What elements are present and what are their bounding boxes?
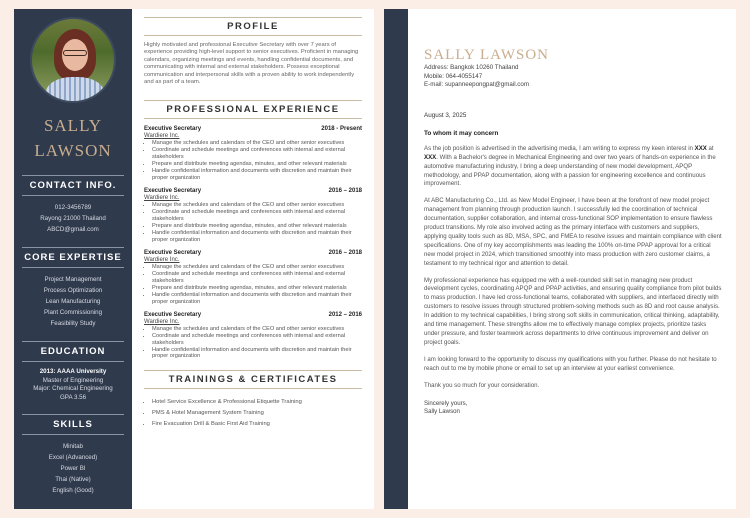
job-bullet: • Handle confidential information and documents with discretion and maintain their proper organization <box>152 292 362 306</box>
job-bullet: • Coordinate and schedule meetings and conferences with internal and external stakeholders <box>152 271 362 285</box>
job-bullet: • Handle confidential information and documents with discretion and maintain their proper organization <box>152 230 362 244</box>
resume-name: SALLY LAWSON <box>34 116 112 160</box>
job-bullet: • Prepare and distribute meeting agendas, minutes, and other relevant materials <box>152 161 362 168</box>
job-bullet: • Manage the schedules and calendars of the CEO and other senior executives <box>152 140 362 147</box>
contact-address: Rayong 21000 Thailand <box>40 215 106 222</box>
letter-date: August 3, 2025 <box>424 111 467 119</box>
letter-side-stripe <box>384 9 408 509</box>
expertise-item: Project Management <box>44 276 102 283</box>
job-dates: 2016 – 2018 <box>328 188 362 195</box>
letter-name: SALLY LAWSON <box>424 47 549 63</box>
letter-mobile: Mobile: 064-4055147 <box>424 72 483 80</box>
cover-letter-page <box>384 9 736 509</box>
skill-item: Thai (Native) <box>55 476 91 483</box>
skills-heading: SKILLS <box>22 414 124 435</box>
letter-closing: Sincerely yours, <box>424 399 468 407</box>
job-bullet: • Coordinate and schedule meetings and conferences with internal and external stakeholders <box>152 209 362 223</box>
job-dates: 2012 – 2016 <box>328 312 362 319</box>
profile-photo <box>30 17 116 103</box>
experience-heading: PROFESSIONAL EXPERIENCE <box>144 100 362 119</box>
letter-paragraph-2: At ABC Manufacturing Co., Ltd. as New Model Engineer, I have been at the forefront of new model project management from planning through production launch. I successfully led the coordination of technical documentation, supplier collaboration, and internal cross-functional SOP implementation to ensure flawless product transitions. My role also involved acting as the primary interface with customers and suppliers, applying quality tools such as 8D, MSA, SPC, and FMEA to resolve issues and maintain compliance with client specifications. One of my key accomplishments was leading the 100% on-time PPAP approval for a critical new model project in 2024, which transitioned smoothly into mass production with zero customer claims, a testament to my technical rigor and attention to detail. <box>424 197 722 267</box>
skill-item: English (Good) <box>52 487 94 494</box>
job-entry <box>144 188 362 243</box>
education-gpa: GPA 3.56 <box>59 393 87 401</box>
job-entry <box>144 126 362 181</box>
contact-heading: CONTACT INFO. <box>22 175 124 196</box>
education-degree: Master of Engineering <box>42 376 104 384</box>
expertise-list <box>14 274 132 329</box>
job-dates: 2018 - Present <box>321 126 362 133</box>
job-entry <box>144 312 362 360</box>
expertise-heading: CORE EXPERTISE <box>22 247 124 268</box>
letter-email: E-mail: supanneepongpat@gmail.com <box>424 81 529 89</box>
job-title: Executive Secretary <box>144 126 202 133</box>
job-title: Executive Secretary <box>144 250 202 257</box>
job-bullet: • Manage the schedules and calendars of the CEO and other senior executives <box>152 264 362 271</box>
job-bullet: • Prepare and distribute meeting agendas, minutes, and other relevant materials <box>152 223 362 230</box>
letter-paragraph-5: Thank you so much for your consideration. <box>424 381 540 389</box>
job-company: Wardiere Inc. <box>144 195 180 202</box>
job-bullet: • Manage the schedules and calendars of the CEO and other senior executives <box>152 202 362 209</box>
job-dates: 2016 – 2018 <box>328 250 362 257</box>
job-title: Executive Secretary <box>144 188 202 195</box>
letter-signature: Sally Lawson <box>424 408 460 416</box>
letter-signoff <box>424 400 722 417</box>
education-list <box>14 368 132 402</box>
letter-address: Address: Bangkok 10260 Thailand <box>424 64 519 71</box>
letter-paragraph-1: As the job position is advertised in the advertising media, I am writing to express my keen interest in XXX at XXX. With a Bachelor's degree in Mechanical Engineering and over two years of hands-on experience in the automotive manufacturing industry, I bring a deep understanding of new model development, APQP methodology, and PPAP documentation, along with a passion for engineering excellence and continuous improvement. <box>424 144 716 188</box>
skill-item: Minitab <box>63 443 83 450</box>
profile-heading: PROFILE <box>144 17 362 36</box>
job-bullet: • Manage the schedules and calendars of the CEO and other senior executives <box>152 326 362 333</box>
training-item: • PMS & Hotel Management System Training <box>152 408 362 419</box>
expertise-item: Process Optimization <box>43 287 103 294</box>
job-bullet: • Handle confidential information and documents with discretion and maintain their proper organization <box>152 168 362 182</box>
job-company: Wardiere Inc. <box>144 319 180 326</box>
resume-main <box>132 9 374 509</box>
skill-item: Excel (Advanced) <box>48 454 98 461</box>
trainings-section <box>144 370 362 429</box>
expertise-item: Feasibility Study <box>50 320 96 327</box>
education-major: Major: Chemical Engineering <box>33 385 113 392</box>
job-company: Wardiere Inc. <box>144 133 180 140</box>
contact-list <box>14 202 132 235</box>
contact-email: ABCD@gmail.com <box>47 226 99 233</box>
job-bullet: • Handle confidential information and documents with discretion and maintain their proper organization <box>152 347 362 361</box>
job-title: Executive Secretary <box>144 312 202 319</box>
job-company: Wardiere Inc. <box>144 257 180 264</box>
job-bullet: • Coordinate and schedule meetings and conferences with internal and external stakeholders <box>152 147 362 161</box>
trainings-heading: TRAININGS & CERTIFICATES <box>144 370 362 389</box>
resume-sidebar <box>14 9 132 509</box>
training-item: • Fire Evacuation Drill & Basic First Aid Training <box>152 419 362 430</box>
resume-page <box>14 9 374 509</box>
expertise-item: Plant Commissioning <box>43 309 103 316</box>
letter-contact <box>424 64 722 90</box>
job-bullet: • Coordinate and schedule meetings and conferences with internal and external stakeholders <box>152 333 362 347</box>
skill-item: Power BI <box>60 465 86 472</box>
expertise-item: Lean Manufacturing <box>45 298 101 305</box>
letter-paragraph-4: I am looking forward to the opportunity to discuss my qualifications with you further. Please do not hesitate to reach out to me by mobile phone or email to set up an interview at your earliest convenience. <box>424 355 717 372</box>
education-school: 2013: AAAA University <box>39 368 107 375</box>
skills-list <box>14 441 132 496</box>
letter-greeting: To whom it may concern <box>424 129 499 137</box>
training-item: • Hotel Service Excellence & Professional Etiquette Training <box>152 397 362 408</box>
job-bullet: • Prepare and distribute meeting agendas, minutes, and other relevant materials <box>152 285 362 292</box>
letter-body <box>408 9 736 509</box>
profile-text: Highly motivated and professional Executive Secretary with over 7 years of experience providing high-level support to senior executives. Proficient in managing calendars, organizing meetings and events, handling confidential documents, and communicating with internal and external stakeholders. Possess exceptional communication and interpersonal skills with a proven ability to work independently and as part of a team. <box>144 42 359 86</box>
contact-phone: 012-3456789 <box>54 204 92 211</box>
letter-paragraph-3: My professional experience has equipped me with a well-rounded skill set in managing new product development cycles, coordinating APQP and PPAP activities, and ensuring quality compliance from pilot builds to mass production. I have led cross-functional teams, collaborated with suppliers, and interfaced directly with customers to resolve issues through structured problem-solving methods such as 8D and root cause analysis. In addition to my technical capabilities, I bring strong soft skills in communication, critical thinking, adaptability, and time management. These strengths allow me to effectively manage complex projects, prioritize tasks under pressure, and foster teamwork across departments to drive continuous improvement and deliver on project goals. <box>424 276 722 346</box>
job-entry <box>144 250 362 305</box>
education-heading: EDUCATION <box>22 341 124 362</box>
